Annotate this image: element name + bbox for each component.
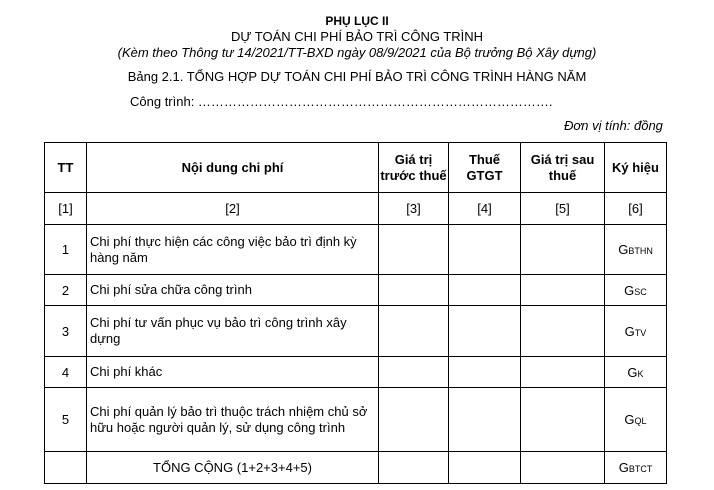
vat-cell	[449, 275, 521, 306]
post-tax-cell	[521, 275, 605, 306]
pre-tax-cell	[379, 306, 449, 357]
header-symbol: Ký hiệu	[605, 143, 667, 193]
row-number: 4	[45, 357, 87, 388]
vat-cell	[449, 225, 521, 275]
header-pre-tax-line1: Giá trị	[394, 151, 433, 167]
row-symbol	[605, 275, 667, 306]
table-row	[45, 275, 667, 306]
row-number: 2	[45, 275, 87, 306]
index-cell: [5]	[521, 193, 605, 225]
symbol-letter: G	[618, 242, 629, 257]
row-content: Chi phí thực hiện các công việc bảo trì định kỳ hàng năm	[87, 225, 379, 275]
total-label: TỔNG CỘNG (1+2+3+4+5)	[87, 452, 379, 484]
row-symbol	[605, 306, 667, 357]
table-title: Bảng 2.1. TỔNG HỢP DỰ TOÁN CHI PHÍ BẢO TRÌ CÔNG TRÌNH HÀNG NĂM	[127, 69, 587, 84]
pre-tax-cell	[379, 225, 449, 275]
pre-tax-cell	[379, 452, 449, 484]
vat-cell	[449, 306, 521, 357]
unit-label: Đơn vị tính: đồng	[564, 118, 663, 133]
index-cell: [3]	[379, 193, 449, 225]
row-number: 3	[45, 306, 87, 357]
post-tax-cell	[521, 306, 605, 357]
appendix-label: PHỤ LỤC II	[325, 14, 389, 28]
post-tax-cell	[521, 388, 605, 452]
symbol-subscript: SC	[634, 286, 647, 297]
index-cell: [2]	[87, 193, 379, 225]
symbol-subscript: BTCT	[628, 464, 653, 474]
index-cell: [6]	[605, 193, 667, 225]
symbol-letter: G	[624, 323, 635, 339]
row-content: Chi phí sửa chữa công trình	[87, 275, 379, 306]
project-line: Công trình: ……………………………………………………………………….	[130, 94, 553, 109]
table-row	[45, 388, 667, 452]
symbol-subscript: BTHN	[628, 246, 653, 256]
row-content: Chi phí quản lý bảo trì thuộc trách nhiệm chủ sở hữu hoặc người quản lý, sử dụng công trình	[87, 388, 379, 452]
vat-cell	[449, 357, 521, 388]
table-row	[45, 306, 667, 357]
total-number-cell	[45, 452, 87, 484]
symbol-letter: G	[624, 282, 635, 298]
pre-tax-cell	[379, 357, 449, 388]
vat-cell	[449, 388, 521, 452]
symbol-subscript: K	[637, 368, 644, 379]
row-content: Chi phí tư vấn phục vụ bảo trì công trình xây dựng	[87, 306, 379, 357]
header-vat-line1: Thuế	[468, 151, 501, 167]
header-post-tax-line1: Giá trị sau	[530, 151, 595, 167]
symbol-letter: G	[618, 460, 629, 475]
row-content: Chi phí khác	[87, 357, 379, 388]
cost-summary-table	[44, 142, 667, 484]
row-number: 1	[45, 225, 87, 275]
header-post-tax-line2: thuế	[548, 167, 577, 183]
document-title: DỰ TOÁN CHI PHÍ BẢO TRÌ CÔNG TRÌNH	[230, 29, 484, 44]
index-cell: [1]	[45, 193, 87, 225]
post-tax-cell	[521, 225, 605, 275]
symbol-subscript: QL	[634, 416, 647, 426]
header-vat	[449, 143, 521, 193]
pre-tax-cell	[379, 388, 449, 452]
post-tax-cell	[521, 452, 605, 484]
total-row	[45, 452, 667, 484]
header-vat-line2: GTGT	[466, 167, 503, 183]
total-symbol	[605, 452, 667, 484]
symbol-letter: G	[627, 364, 638, 380]
header-pre-tax-line2: trước thuế	[380, 167, 447, 183]
column-index-row	[45, 193, 667, 225]
header-content: Nội dung chi phí	[87, 143, 379, 193]
post-tax-cell	[521, 357, 605, 388]
vat-cell	[449, 452, 521, 484]
table-row	[45, 357, 667, 388]
symbol-letter: G	[624, 412, 635, 427]
index-cell: [4]	[449, 193, 521, 225]
row-symbol	[605, 388, 667, 452]
row-symbol	[605, 357, 667, 388]
symbol-subscript: TV	[634, 327, 647, 338]
legal-note: (Kèm theo Thông tư 14/2021/TT-BXD ngày 08/9/2021 của Bộ trưởng Bộ Xây dựng)	[117, 45, 597, 60]
header-pre-tax	[379, 143, 449, 193]
header-post-tax	[521, 143, 605, 193]
table-header-row	[45, 143, 667, 193]
header-tt: TT	[45, 143, 87, 193]
row-number: 5	[45, 388, 87, 452]
pre-tax-cell	[379, 275, 449, 306]
row-symbol	[605, 225, 667, 275]
table-row	[45, 225, 667, 275]
